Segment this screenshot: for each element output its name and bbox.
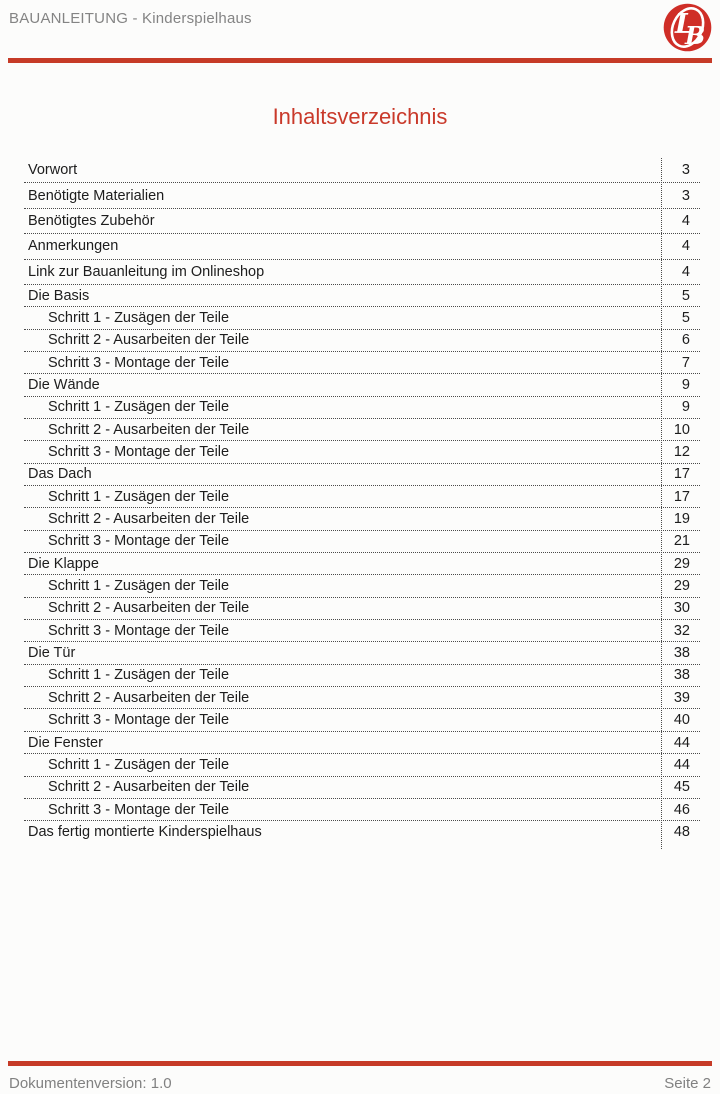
- toc-row[interactable]: [24, 598, 700, 620]
- toc-entry-page: 6: [681, 332, 690, 349]
- toc-entry-label: Benötigtes Zubehör: [28, 212, 155, 229]
- toc-entry-label: Die Klappe: [28, 555, 99, 572]
- toc-row[interactable]: [24, 374, 700, 396]
- toc-row[interactable]: [24, 642, 700, 664]
- toc-row[interactable]: [24, 575, 700, 597]
- toc-entry-label: Schritt 3 - Montage der Teile: [48, 533, 230, 550]
- toc-entry-page: 5: [681, 287, 690, 304]
- toc-entry-label: Schritt 1 - Zusägen der Teile: [48, 488, 230, 505]
- footer-document-version: Dokumentenversion: 1.0: [9, 1075, 172, 1092]
- toc-entry-label: Schritt 3 - Montage der Teile: [48, 444, 230, 461]
- toc-entry-label: Die Basis: [28, 287, 90, 304]
- logo-letter-b: B: [685, 21, 706, 50]
- toc-entry-page: 17: [673, 466, 690, 483]
- toc-entry-page: 4: [681, 212, 690, 229]
- toc-entry-label: Das fertig montierte Kinderspielhaus: [28, 824, 262, 841]
- toc-entry-label: Schritt 2 - Ausarbeiten der Teile: [48, 511, 250, 528]
- company-lb-logo-icon: [663, 3, 712, 52]
- toc-row[interactable]: [24, 158, 700, 183]
- footer-page-number: Seite 2: [664, 1075, 711, 1092]
- toc-row[interactable]: [24, 754, 700, 776]
- toc-entry-label: Schritt 1 - Zusägen der Teile: [48, 756, 230, 773]
- toc-row[interactable]: [24, 620, 700, 642]
- toc-entry-label: Schritt 3 - Montage der Teile: [48, 801, 230, 818]
- toc-entry-page: 44: [673, 734, 690, 751]
- toc-entry-label: Vorwort: [28, 162, 78, 179]
- toc-entry-page: 46: [673, 801, 690, 818]
- toc-entry-label: Schritt 2 - Ausarbeiten der Teile: [48, 332, 250, 349]
- toc-entry-page: 9: [681, 377, 690, 393]
- toc-row[interactable]: [24, 441, 700, 463]
- toc-row[interactable]: [24, 508, 700, 530]
- toc-entry-page: 10: [673, 421, 690, 438]
- toc-entry-page: 39: [673, 689, 690, 706]
- logo-letter-l: L: [675, 9, 694, 40]
- page-title: Inhaltsverzeichnis: [272, 104, 448, 129]
- toc-row[interactable]: [24, 821, 700, 843]
- toc-entry-label: Schritt 3 - Montage der Teile: [48, 712, 230, 729]
- toc-entry-page: 7: [681, 354, 690, 371]
- toc-entry-page: 48: [673, 824, 690, 841]
- toc-row[interactable]: [24, 732, 700, 754]
- toc-entry-page: 29: [673, 555, 690, 572]
- toc-entry-label: Schritt 1 - Zusägen der Teile: [48, 309, 230, 326]
- toc-entry-page: 5: [681, 309, 690, 326]
- toc-entry-page: 44: [673, 756, 690, 773]
- toc-entry-label: Schritt 3 - Montage der Teile: [48, 354, 230, 371]
- toc-entry-label: Link zur Bauanleitung im Onlineshop: [28, 263, 265, 280]
- toc-row[interactable]: [24, 209, 700, 234]
- toc-entry-page: 40: [673, 712, 690, 729]
- toc-entry-page: 12: [673, 444, 690, 461]
- toc-entry-label: Die Wände: [28, 377, 100, 393]
- toc-row[interactable]: [24, 665, 700, 687]
- toc-entry-page: 32: [673, 622, 690, 639]
- toc-entry-page: 38: [673, 645, 690, 662]
- toc-row[interactable]: [24, 799, 700, 821]
- toc-row[interactable]: [24, 486, 700, 508]
- header-rule: [8, 58, 712, 63]
- toc-row[interactable]: [24, 352, 700, 374]
- toc-row[interactable]: [24, 307, 700, 329]
- toc-row[interactable]: [24, 285, 700, 307]
- toc-entry-page: 45: [673, 779, 690, 796]
- toc-row[interactable]: [24, 260, 700, 285]
- toc-entry-page: 4: [681, 263, 690, 280]
- toc-row[interactable]: [24, 419, 700, 441]
- toc-entry-label: Die Tür: [28, 645, 76, 662]
- toc-row[interactable]: [24, 464, 700, 486]
- toc-entry-page: 3: [681, 187, 690, 204]
- toc-entry-label: Anmerkungen: [28, 238, 119, 255]
- toc-entry-label: Schritt 2 - Ausarbeiten der Teile: [48, 689, 250, 706]
- table-of-contents: [24, 158, 700, 844]
- toc-entry-page: 17: [673, 488, 690, 505]
- footer-rule: [8, 1061, 712, 1066]
- toc-row[interactable]: [24, 234, 700, 259]
- document-header-title: BAUANLEITUNG - Kinderspielhaus: [9, 10, 252, 27]
- toc-entry-page: 38: [673, 667, 690, 684]
- toc-entry-page: 4: [681, 238, 690, 255]
- toc-entry-page: 30: [673, 600, 690, 617]
- toc-entry-label: Das Dach: [28, 466, 92, 483]
- toc-entry-label: Benötigte Materialien: [28, 187, 165, 204]
- toc-entry-label: Schritt 1 - Zusägen der Teile: [48, 399, 230, 416]
- toc-entry-page: 21: [673, 533, 690, 550]
- toc-entry-page: 29: [673, 578, 690, 595]
- toc-entry-label: Schritt 1 - Zusägen der Teile: [48, 667, 230, 684]
- toc-entry-label: Schritt 1 - Zusägen der Teile: [48, 578, 230, 595]
- toc-entry-label: Schritt 2 - Ausarbeiten der Teile: [48, 421, 250, 438]
- toc-row[interactable]: [24, 777, 700, 799]
- toc-row[interactable]: [24, 531, 700, 553]
- toc-row[interactable]: [24, 553, 700, 575]
- toc-row[interactable]: [24, 183, 700, 208]
- toc-row[interactable]: [24, 397, 700, 419]
- toc-entry-page: 3: [681, 162, 690, 179]
- toc-row[interactable]: [24, 709, 700, 731]
- toc-entry-label: Schritt 2 - Ausarbeiten der Teile: [48, 600, 250, 617]
- toc-entry-page: 9: [681, 399, 690, 416]
- toc-entry-label: Schritt 3 - Montage der Teile: [48, 622, 230, 639]
- toc-entry-label: Schritt 2 - Ausarbeiten der Teile: [48, 779, 250, 796]
- toc-entry-label: Die Fenster: [28, 734, 103, 751]
- toc-row[interactable]: [24, 687, 700, 709]
- toc-entry-page: 19: [673, 511, 690, 528]
- toc-row[interactable]: [24, 330, 700, 352]
